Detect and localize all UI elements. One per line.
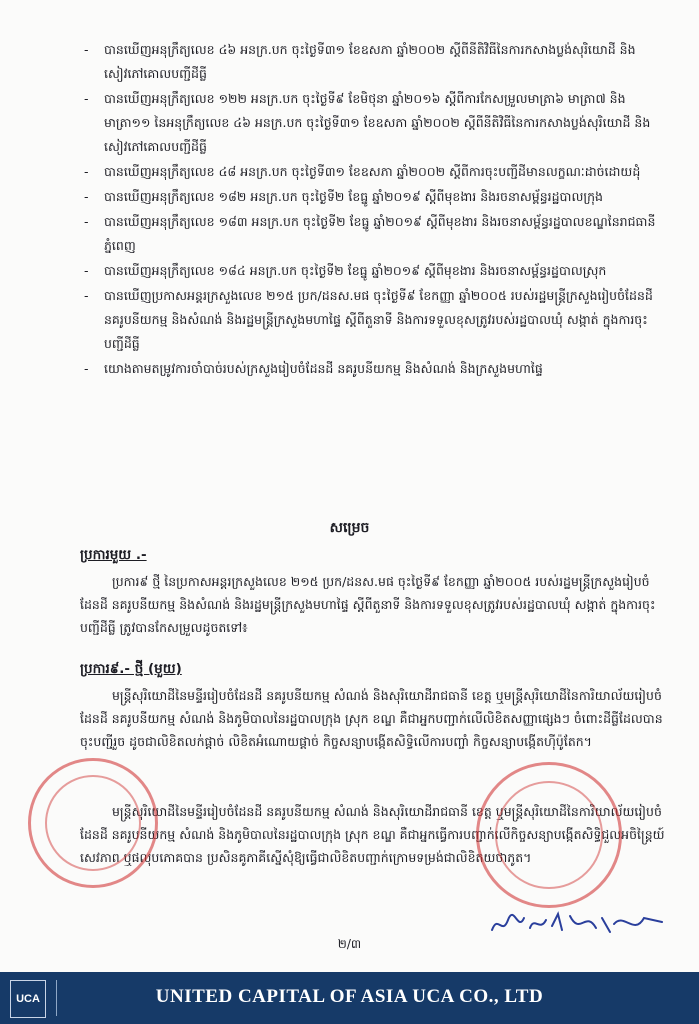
article-9-heading: ប្រការ៩.- ថ្មី (មួយ) — [80, 661, 182, 677]
footer-bar — [0, 972, 699, 1024]
article-9-paragraph-1: មន្ត្រីសុរិយោដីនៃមន្ទីររៀបចំដែនដី នគរូបនីយកម្ម សំណង់ និងសុរិយោដីរាជធានី ខេត្ត ឬមន្ត្រីសុរិយោដីនៃការិយាល័យរៀបចំដែនដី នគរូបនីយកម្ម សំណង់ និងភូមិបាលនៃរដ្ឋបាលក្រុង ស្រុក ខណ្ឌ គឺជាអ្នកបញ្ជាក់លើលិខិតសញ្ញាផ្សេងៗ ចំពោះដីធ្លីដែលបានចុះបញ្ជីរួច ដូចជាលិខិតលក់ផ្តាច់ លិខិតអំណោយផ្តាច់ កិច្ចសន្យាបង្កើតសិទ្ធិលើការបញ្ចាំ កិច្ចសន្យាបង្កើតហ៊ីប៉ូតែក។ — [80, 688, 663, 749]
preamble-text: បានឃើញអនុក្រឹត្យលេខ ១៨៣ អនក្រ.បក ចុះថ្ងៃទី២ ខែធ្នូ ឆ្នាំ២០១៩ ស្តីពីមុខងារ និងរចនាសម្ព័ន្ធរដ្ឋបាលខណ្ឌនៃរាជធានីភ្នំពេញ — [104, 214, 656, 253]
bullet-dash: - — [84, 91, 89, 106]
uca-logo: UCA — [10, 980, 46, 1018]
preamble-item — [84, 284, 669, 356]
article-9-paragraph-2: មន្ត្រីសុរិយោដីនៃមន្ទីររៀបចំដែនដី នគរូបនីយកម្ម សំណង់ និងសុរិយោដីរាជធានី ខេត្ត ឬមន្ត្រីសុរិយោដីនៃការិយាល័យរៀបចំដែនដី នគរូបនីយកម្ម សំណង់ និងភូមិបាលនៃរដ្ឋបាលក្រុង ស្រុក ខណ្ឌ គឺជាអ្នកធ្វើការបញ្ជាក់លើកិច្ចសន្យាបង្កើតសិទ្ធិជួលអចិន្ត្រៃយ៍ សេវភាព ឬផលុបភោគបាន ប្រសិនគូភាគីស្នើសុំឱ្យធ្វើជាលិខិតបញ្ជាក់ក្រោមទម្រង់ជាលិខិតយថាភូត។ — [80, 804, 665, 865]
preamble-text: បានឃើញអនុក្រឹត្យលេខ ៤៦ អនក្រ.បក ចុះថ្ងៃទី៣១ ខែឧសភា ឆ្នាំ២០០២ ស្តីពីនីតិវិធីនៃការកសាងប្លង់សុរិយោដី និងសៀវភៅគោលបញ្ជីដីធ្លី — [104, 42, 636, 81]
official-seal-right — [476, 762, 622, 908]
preamble-text: បានឃើញអនុក្រឹត្យលេខ ១៨៤ អនក្រ.បក ចុះថ្ងៃទី២ ខែធ្នូ ឆ្នាំ២០១៩ ស្តីពីមុខងារ និងរចនាសម្ព័ន្ធរដ្ឋបាលស្រុក — [104, 263, 607, 278]
preamble-text: បានឃើញប្រកាសអន្តរក្រសួងលេខ ២១៥ ប្រក/ដនស.មផ ចុះថ្ងៃទី៩ ខែកញ្ញា ឆ្នាំ២០០៥ របស់រដ្ឋមន្ត្រីក្រសួងរៀបចំដែនដី នគរូបនីយកម្ម និងសំណង់ និងរដ្ឋមន្ត្រីក្រសួងមហាផ្ទៃ ស្តីពីតួនាទី និងការទទួលខុសត្រូវរបស់រដ្ឋបាលឃុំ សង្កាត់ ក្នុងការចុះបញ្ជីដីធ្លី — [104, 288, 653, 351]
bullet-dash: - — [84, 288, 89, 303]
preamble-item — [84, 210, 669, 258]
preamble-item — [84, 185, 669, 209]
preamble-text: បានឃើញអនុក្រឹត្យលេខ ១៨២ អនក្រ.បក ចុះថ្ងៃទី២ ខែធ្នូ ឆ្នាំ២០១៩ ស្តីពីមុខងារ និងរចនាសម្ព័ន្ធរដ្ឋបាលក្រុង — [104, 189, 603, 204]
preamble-item — [84, 160, 669, 184]
article-1-text: ប្រការ៩ ថ្មី នៃប្រកាសអន្តរក្រសួងលេខ ២១៥ ប្រក/ដនស.មផ ចុះថ្ងៃទី៩ ខែកញ្ញា ឆ្នាំ២០០៥ របស់រដ្ឋមន្ត្រីក្រសួងរៀបចំដែនដី នគរូបនីយកម្ម និងសំណង់ និងរដ្ឋមន្ត្រីក្រសួងមហាផ្ទៃ ស្តីពីតួនាទី និងការទទួលខុសត្រូវរបស់រដ្ឋបាលឃុំ សង្កាត់ ក្នុងការចុះបញ្ជីដីធ្លី ត្រូវបានកែសម្រួលដូចតទៅ៖ — [80, 574, 656, 635]
preamble-text: យោងតាមតម្រូវការចាំបាច់របស់ក្រសួងរៀបចំដែនដី នគរូបនីយកម្ម និងសំណង់ និងក្រសួងមហាផ្ទៃ — [104, 361, 543, 376]
article-1-heading: ប្រការមួយ .- — [80, 547, 147, 563]
preamble-text: បានឃើញអនុក្រឹត្យលេខ ១២២ អនក្រ.បក ចុះថ្ងៃទី៩ ខែមិថុនា ឆ្នាំ២០១៦ ស្តីពីការកែសម្រួលមាត្រា៦ មាត្រា៧ និងមាត្រា១១ នៃអនុក្រឹត្យលេខ ៤៦ អនក្រ.បក ចុះថ្ងៃទី៣១ ខែឧសភា ឆ្នាំ២០០២ ស្តីពីនីតិវិធីនៃការកសាងប្លង់សុរិយោដី និងសៀវភៅគោលបញ្ជីដីធ្លី — [104, 91, 651, 154]
preamble-list — [84, 38, 669, 382]
preamble-item — [84, 357, 669, 381]
bullet-dash: - — [84, 164, 89, 179]
decision-title: សម្រេច — [329, 520, 370, 536]
handwritten-signature — [488, 906, 668, 940]
page-number: ២/៣ — [337, 937, 362, 951]
bullet-dash: - — [84, 263, 89, 278]
preamble-text: បានឃើញអនុក្រឹត្យលេខ ៤៨ អនក្រ.បក ចុះថ្ងៃទី៣១ ខែឧសភា ឆ្នាំ២០០២ ស្តីពីការចុះបញ្ជីដីមានលក្ខណៈដាច់ដោយដុំ — [104, 164, 641, 179]
seal-inner-ring — [45, 775, 141, 871]
official-seal-left — [28, 758, 158, 888]
bullet-dash: - — [84, 214, 89, 229]
company-name: UNITED CAPITAL OF ASIA UCA CO., LTD — [155, 986, 544, 1007]
preamble-item — [84, 38, 669, 86]
bullet-dash: - — [84, 361, 89, 376]
preamble-item — [84, 87, 669, 159]
preamble-item — [84, 259, 669, 283]
bullet-dash: - — [84, 42, 89, 57]
bullet-dash: - — [84, 189, 89, 204]
seal-inner-ring — [495, 781, 603, 889]
